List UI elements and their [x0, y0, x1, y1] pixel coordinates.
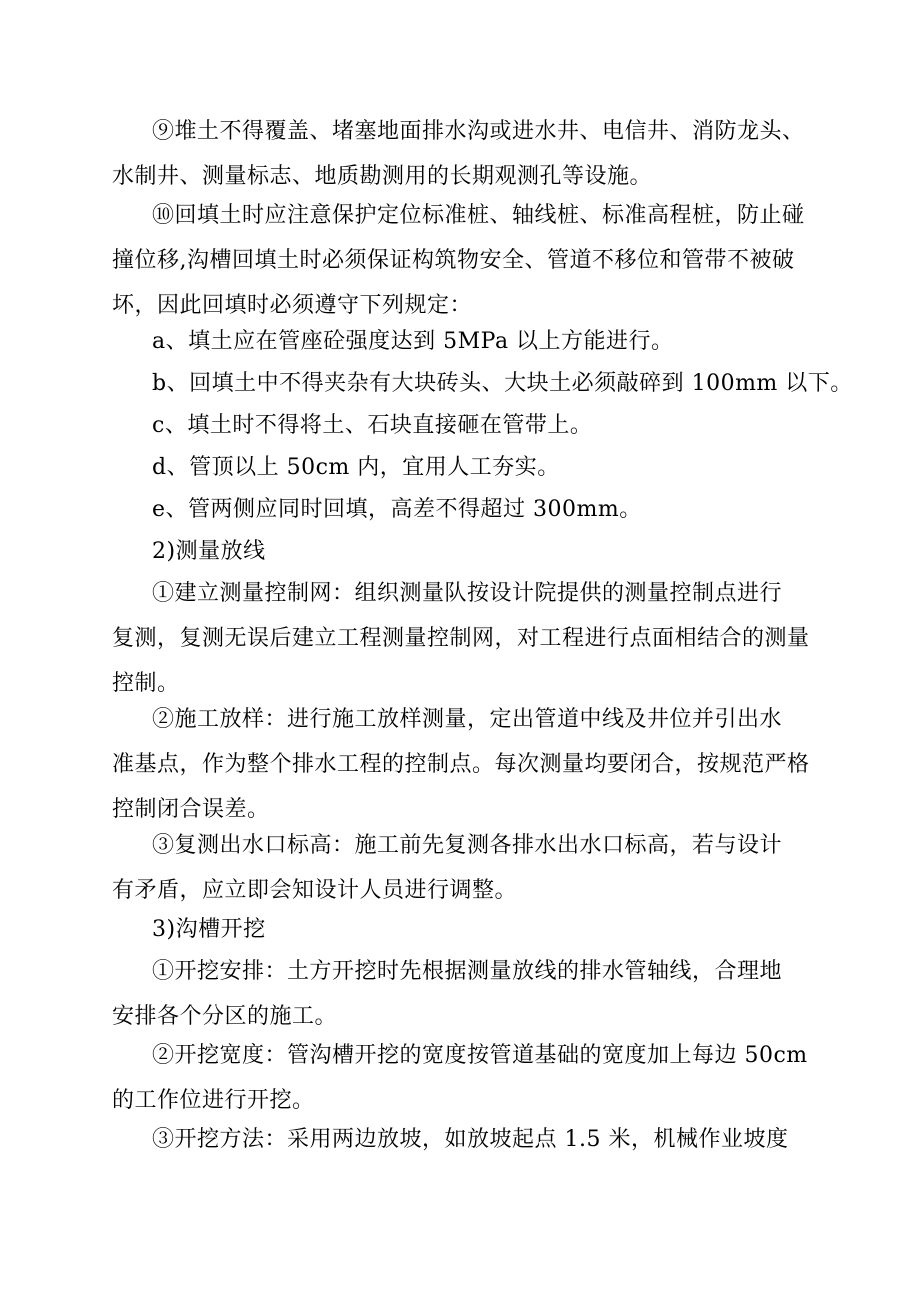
- paragraph-rule-a: [112, 319, 822, 364]
- text-line: 水制井、测量标志、地质勘测用的长期观测孔等设施。: [112, 164, 653, 189]
- text-line: c、填土时不得将土、石块直接砸在管带上。: [152, 413, 593, 438]
- text-line: 2)测量放线: [152, 539, 266, 564]
- text-line: 有矛盾，应立即会知设计人员进行调整。: [112, 878, 518, 903]
- paragraph-trench-2: [112, 1033, 822, 1123]
- text-line: 准基点，作为整个排水工程的控制点。每次测量均要闭合，按规范严格: [112, 752, 810, 777]
- paragraph-trench-3: [112, 1117, 822, 1162]
- text-line: ②施工放样：进行施工放样测量，定出管道中线及井位并引出水: [152, 707, 783, 732]
- paragraph-survey-2: [112, 697, 822, 832]
- text-line: 的工作位进行开挖。: [112, 1088, 315, 1113]
- paragraph-survey-1: [112, 571, 822, 706]
- text-line: b、回填土中不得夹杂有大块砖头、大块土必须敲碎到 100mm 以下。: [152, 371, 853, 396]
- text-line: 3)沟槽开挖: [152, 917, 266, 942]
- text-line: ⑨堆土不得覆盖、堵塞地面排水沟或进水井、电信井、消防龙头、: [152, 119, 805, 144]
- text-line: a、填土应在管座砼强度达到 5MPa 以上方能进行。: [152, 329, 674, 354]
- text-line: d、管顶以上 50cm 内，宜用人工夯实。: [152, 455, 560, 480]
- text-line: 坏，因此回填时必须遵守下列规定：: [112, 293, 473, 318]
- text-line: ①建立测量控制网：组织测量队按设计院提供的测量控制点进行: [152, 581, 783, 606]
- text-line: ③复测出水口标高：施工前先复测各排水出水口标高，若与设计: [152, 833, 783, 858]
- text-line: ①开挖安排：土方开挖时先根据测量放线的排水管轴线，合理地: [152, 959, 783, 984]
- paragraph-item-10: [112, 193, 822, 328]
- text-line: 控制。: [112, 671, 180, 696]
- text-line: ③开挖方法：采用两边放坡，如放坡起点 1.5 米，机械作业坡度: [152, 1127, 789, 1152]
- section-heading-survey: [112, 529, 822, 574]
- text-line: ⑩回填土时应注意保护定位标准桩、轴线桩、标准高程桩，防止碰: [152, 203, 805, 228]
- text-line: e、管两侧应同时回填，高差不得超过 300mm。: [152, 497, 642, 522]
- paragraph-rule-b: [112, 361, 853, 406]
- paragraph-rule-c: [112, 403, 822, 448]
- paragraph-rule-d: [112, 445, 822, 490]
- text-line: 控制闭合误差。: [112, 797, 270, 822]
- paragraph-item-9: [112, 109, 822, 199]
- paragraph-survey-3: [112, 823, 822, 913]
- text-line: ②开挖宽度：管沟槽开挖的宽度按管道基础的宽度加上每边 50cm: [152, 1043, 808, 1068]
- section-heading-trench: [112, 907, 822, 952]
- text-line: 复测，复测无误后建立工程测量控制网，对工程进行点面相结合的测量: [112, 626, 810, 651]
- text-line: 安排各个分区的施工。: [112, 1004, 338, 1029]
- paragraph-trench-1: [112, 949, 822, 1039]
- text-line: 撞位移,沟槽回填土时必须保证构筑物安全、管道不移位和管带不被破: [112, 248, 795, 273]
- paragraph-rule-e: [112, 487, 822, 532]
